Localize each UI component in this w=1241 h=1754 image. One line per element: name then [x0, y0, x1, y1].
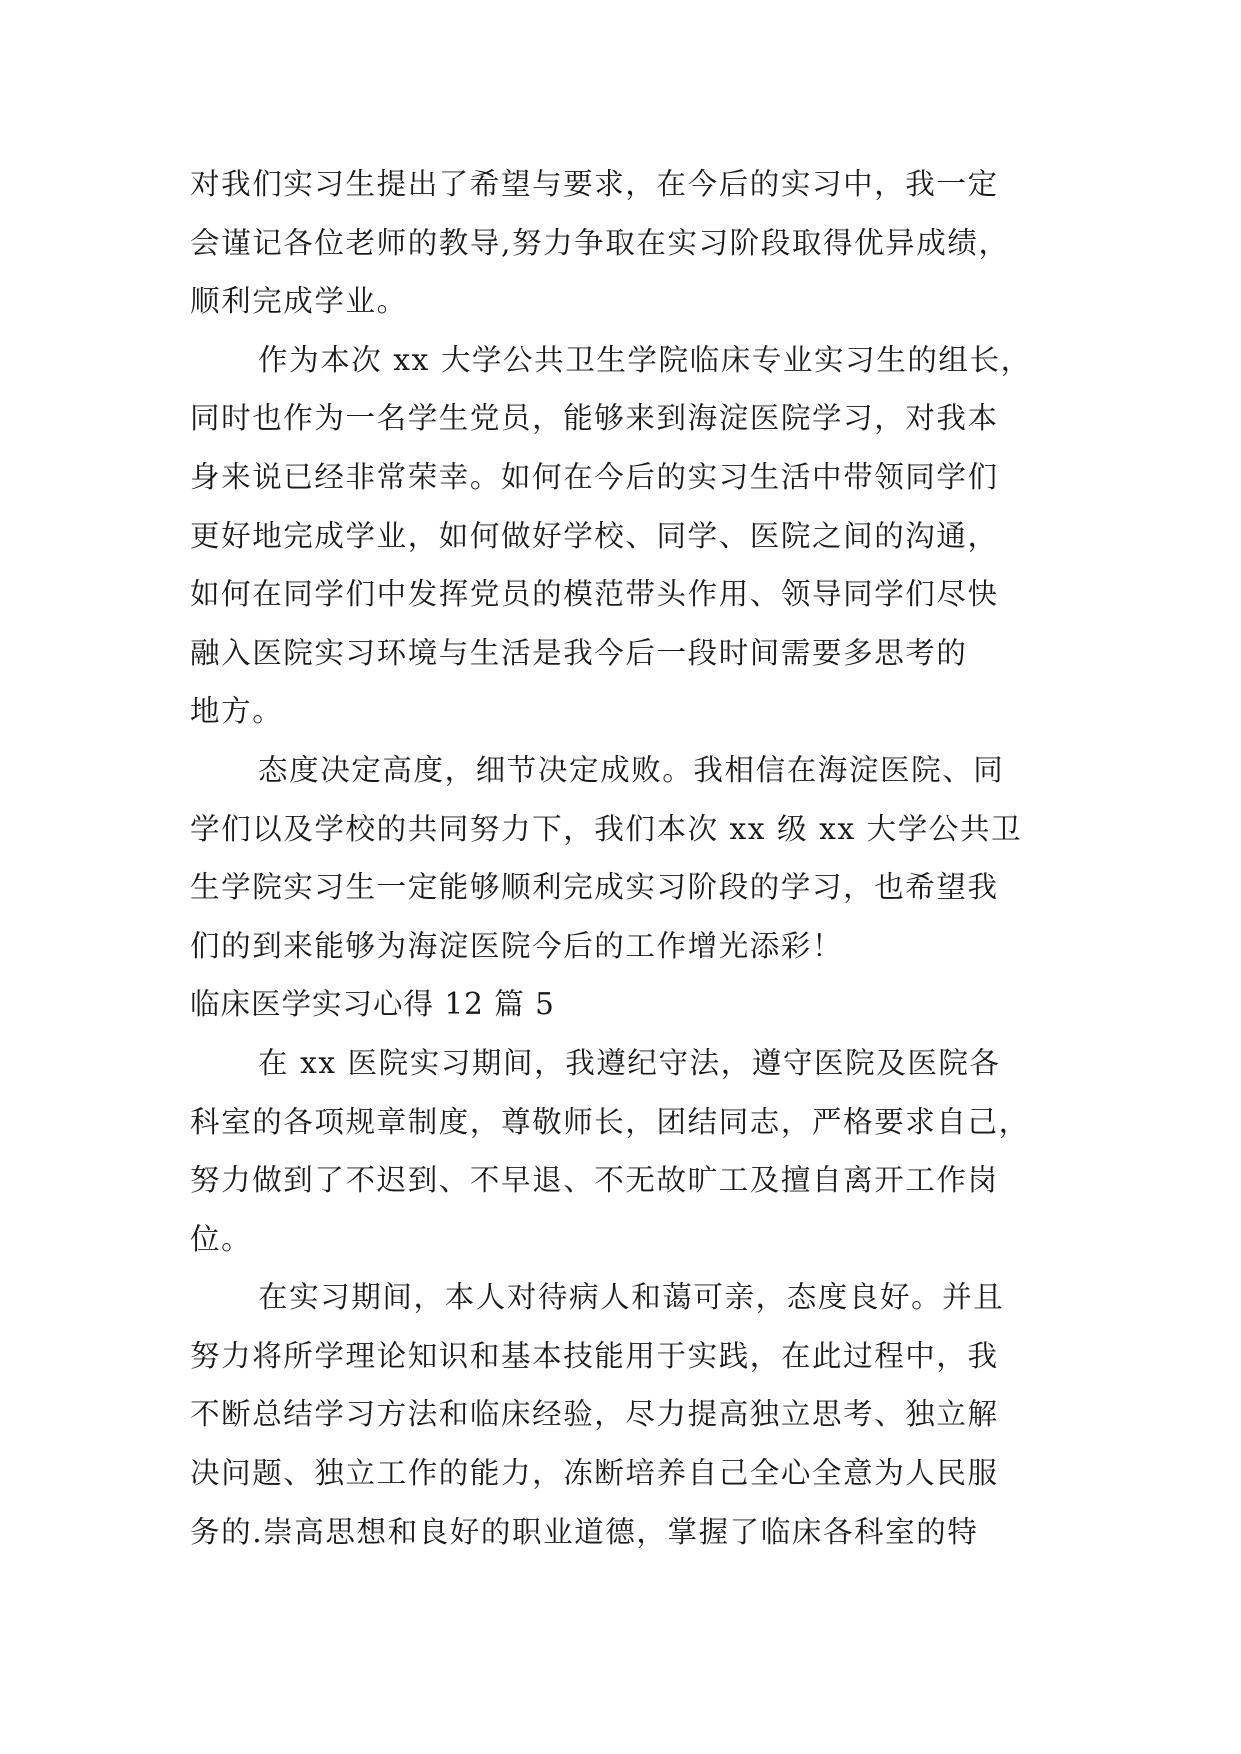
text-line: 科室的各项规章制度，尊敬师长，团结同志，严格要求自己， [190, 1104, 1030, 1139]
section-heading: 临床医学实习心得 12 篇 5 [190, 987, 555, 1022]
text-line: 努力做到了不迟到、不早退、不无故旷工及擅自离开工作岗 [190, 1163, 999, 1198]
text-line: 融入医院实习环境与生活是我今后一段时间需要多思考的 [190, 635, 968, 670]
text-line: 努力将所学理论知识和基本技能用于实践，在此过程中，我 [190, 1338, 999, 1373]
text-line: 务的.崇高思想和良好的职业道德，掌握了临床各科室的特 [190, 1514, 979, 1549]
text-line: 如何在同学们中发挥党员的模范带头作用、领导同学们尽快 [190, 577, 999, 612]
text-line: 更好地完成学业，如何做好学校、同学、医院之间的沟通， [190, 518, 999, 553]
text-line: 不断总结学习方法和临床经验，尽力提高独立思考、独立解 [190, 1397, 999, 1432]
text-line: 会谨记各位老师的教导,努力争取在实习阶段取得优异成绩， [190, 225, 1010, 260]
text-line: 顺利完成学业。 [190, 284, 408, 319]
text-line: 决问题、独立工作的能力，冻断培养自己全心全意为人民服 [190, 1456, 999, 1491]
text-line: 生学院实习生一定能够顺利完成实习阶段的学习，也希望我 [190, 870, 999, 905]
paragraph-start-line: 作为本次 xx 大学公共卫生学院临床专业实习生的组长， [258, 342, 1032, 377]
paragraph-start-line: 在实习期间，本人对待病人和蔼可亲，态度良好。并且 [258, 1280, 1005, 1315]
text-line: 对我们实习生提出了希望与要求，在今后的实习中，我一定 [190, 167, 999, 201]
paragraph-start-line: 态度决定高度，细节决定成败。我相信在海淀医院、同 [258, 752, 1005, 787]
text-line: 位。 [190, 1221, 253, 1256]
text-line: 地方。 [190, 694, 284, 729]
text-line: 同时也作为一名学生党员，能够来到海淀医院学习，对我本 [190, 401, 999, 436]
text-line: 学们以及学校的共同努力下，我们本次 xx 级 xx 大学公共卫 [190, 811, 1023, 846]
text-line: 们的到来能够为海淀医院今后的工作增光添彩！ [190, 928, 844, 963]
document-body [190, 155, 1070, 1561]
paragraph-start-line: 在 xx 医院实习期间，我遵纪守法，遵守医院及医院各 [258, 1045, 1001, 1080]
text-line: 身来说已经非常荣幸。如何在今后的实习生活中带领同学们 [190, 459, 999, 494]
